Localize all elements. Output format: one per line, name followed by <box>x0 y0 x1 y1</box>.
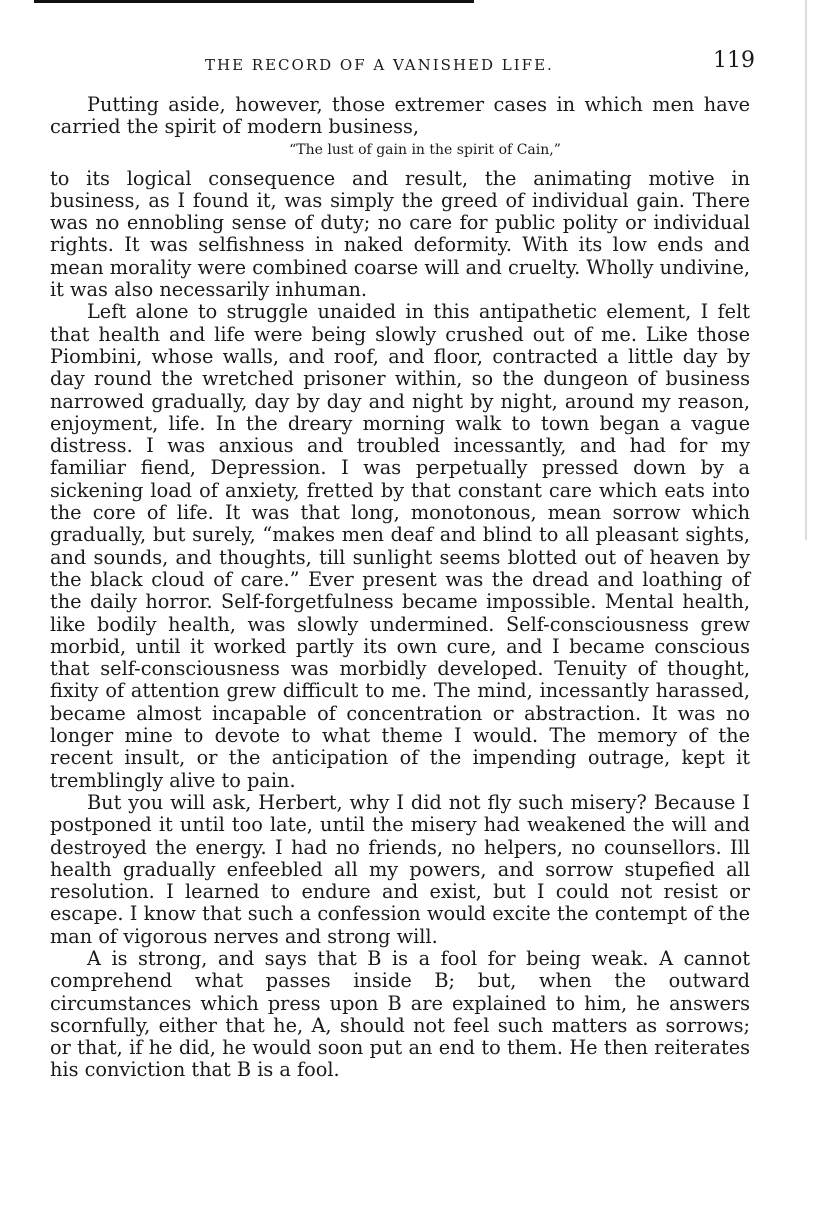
quotation: “The lust of gain in the spirit of Cain,” <box>289 141 561 158</box>
margin-rule <box>805 0 807 540</box>
paragraph-3: But you will ask, Herbert, why I did not fly such misery? Because I postponed it until too late, until the misery had weakened the will and destroyed the energy. I had no friends, no helpers, no counsellors. Ill health gradually enfeebled all my powers, and sorrow stupefied all resolution. I learned to endure and exist, but I could not resist or escape. I know that such a confession would excite the contempt of the man of vigorous nerves and strong will. <box>50 790 750 948</box>
page-header <box>55 46 755 76</box>
paragraph-1: Putting aside, however, those extremer cases in which men have carried the spirit of modern business, <box>50 93 750 139</box>
paragraph-1-continued: to its logical consequence and result, the animating motive in business, as I found it, was simply the greed of individual gain. There was no ennobling sense of duty; no care for public polity or individual rights. It was selfishness in naked deformity. With its low ends and mean morality were combined coarse will and cruelty. Wholly undivine, it was also necessarily inhuman. <box>50 166 750 302</box>
top-rule <box>34 0 474 3</box>
running-title: THE RECORD OF A VANISHED LIFE. <box>205 56 554 74</box>
page-number: 119 <box>713 48 755 73</box>
page-body <box>50 94 750 1082</box>
paragraph-4: A is strong, and says that B is a fool for being weak. A cannot comprehend what passes inside B; but, when the outward circumstances which press upon B are explained to him, he answers scornfully, either that he, A, should not feel such matters as sorrows; or that, if he did, he would soon put an end to them. He then reiterates his conviction that B is a fool. <box>50 946 750 1082</box>
paragraph-2: Left alone to struggle unaided in this antipathetic element, I felt that health and life were being slowly crushed out of me. Like those Piombini, whose walls, and roof, and floor, contracted a little day by day round the wretched prisoner within, so the dungeon of business narrowed gradually, day by day and night by night, around my reason, enjoyment, life. In the dreary morning walk to town began a vague distress. I was anxious and troubled incessantly, and had for my familiar fiend, Depression. I was perpetually pressed down by a sickening load of anxiety, fretted by that constant care which eats into the core of life. It was that long, monotonous, mean sorrow which gradually, but surely, “makes men deaf and blind to all pleasant sights, and sounds, and thoughts, till sunlight seems blotted out of heaven by the black cloud of care.” Ever present was the dread and loathing of the daily horror. Self-forgetfulness became impossible. Mental health, like bodily health, was slowly undermined. Self-consciousness grew morbid, until it worked partly its own cure, and I became conscious that self-consciousness was morbidly developed. Tenuity of thought, fixity of attention grew difficult to me. The mind, incessantly harassed, became almost incapable of concentration or abstraction. It was no longer mine to devote to what theme I would. The memory of the recent insult, or the anticipation of the impending outrage, kept it tremblingly alive to pain. <box>50 300 750 792</box>
